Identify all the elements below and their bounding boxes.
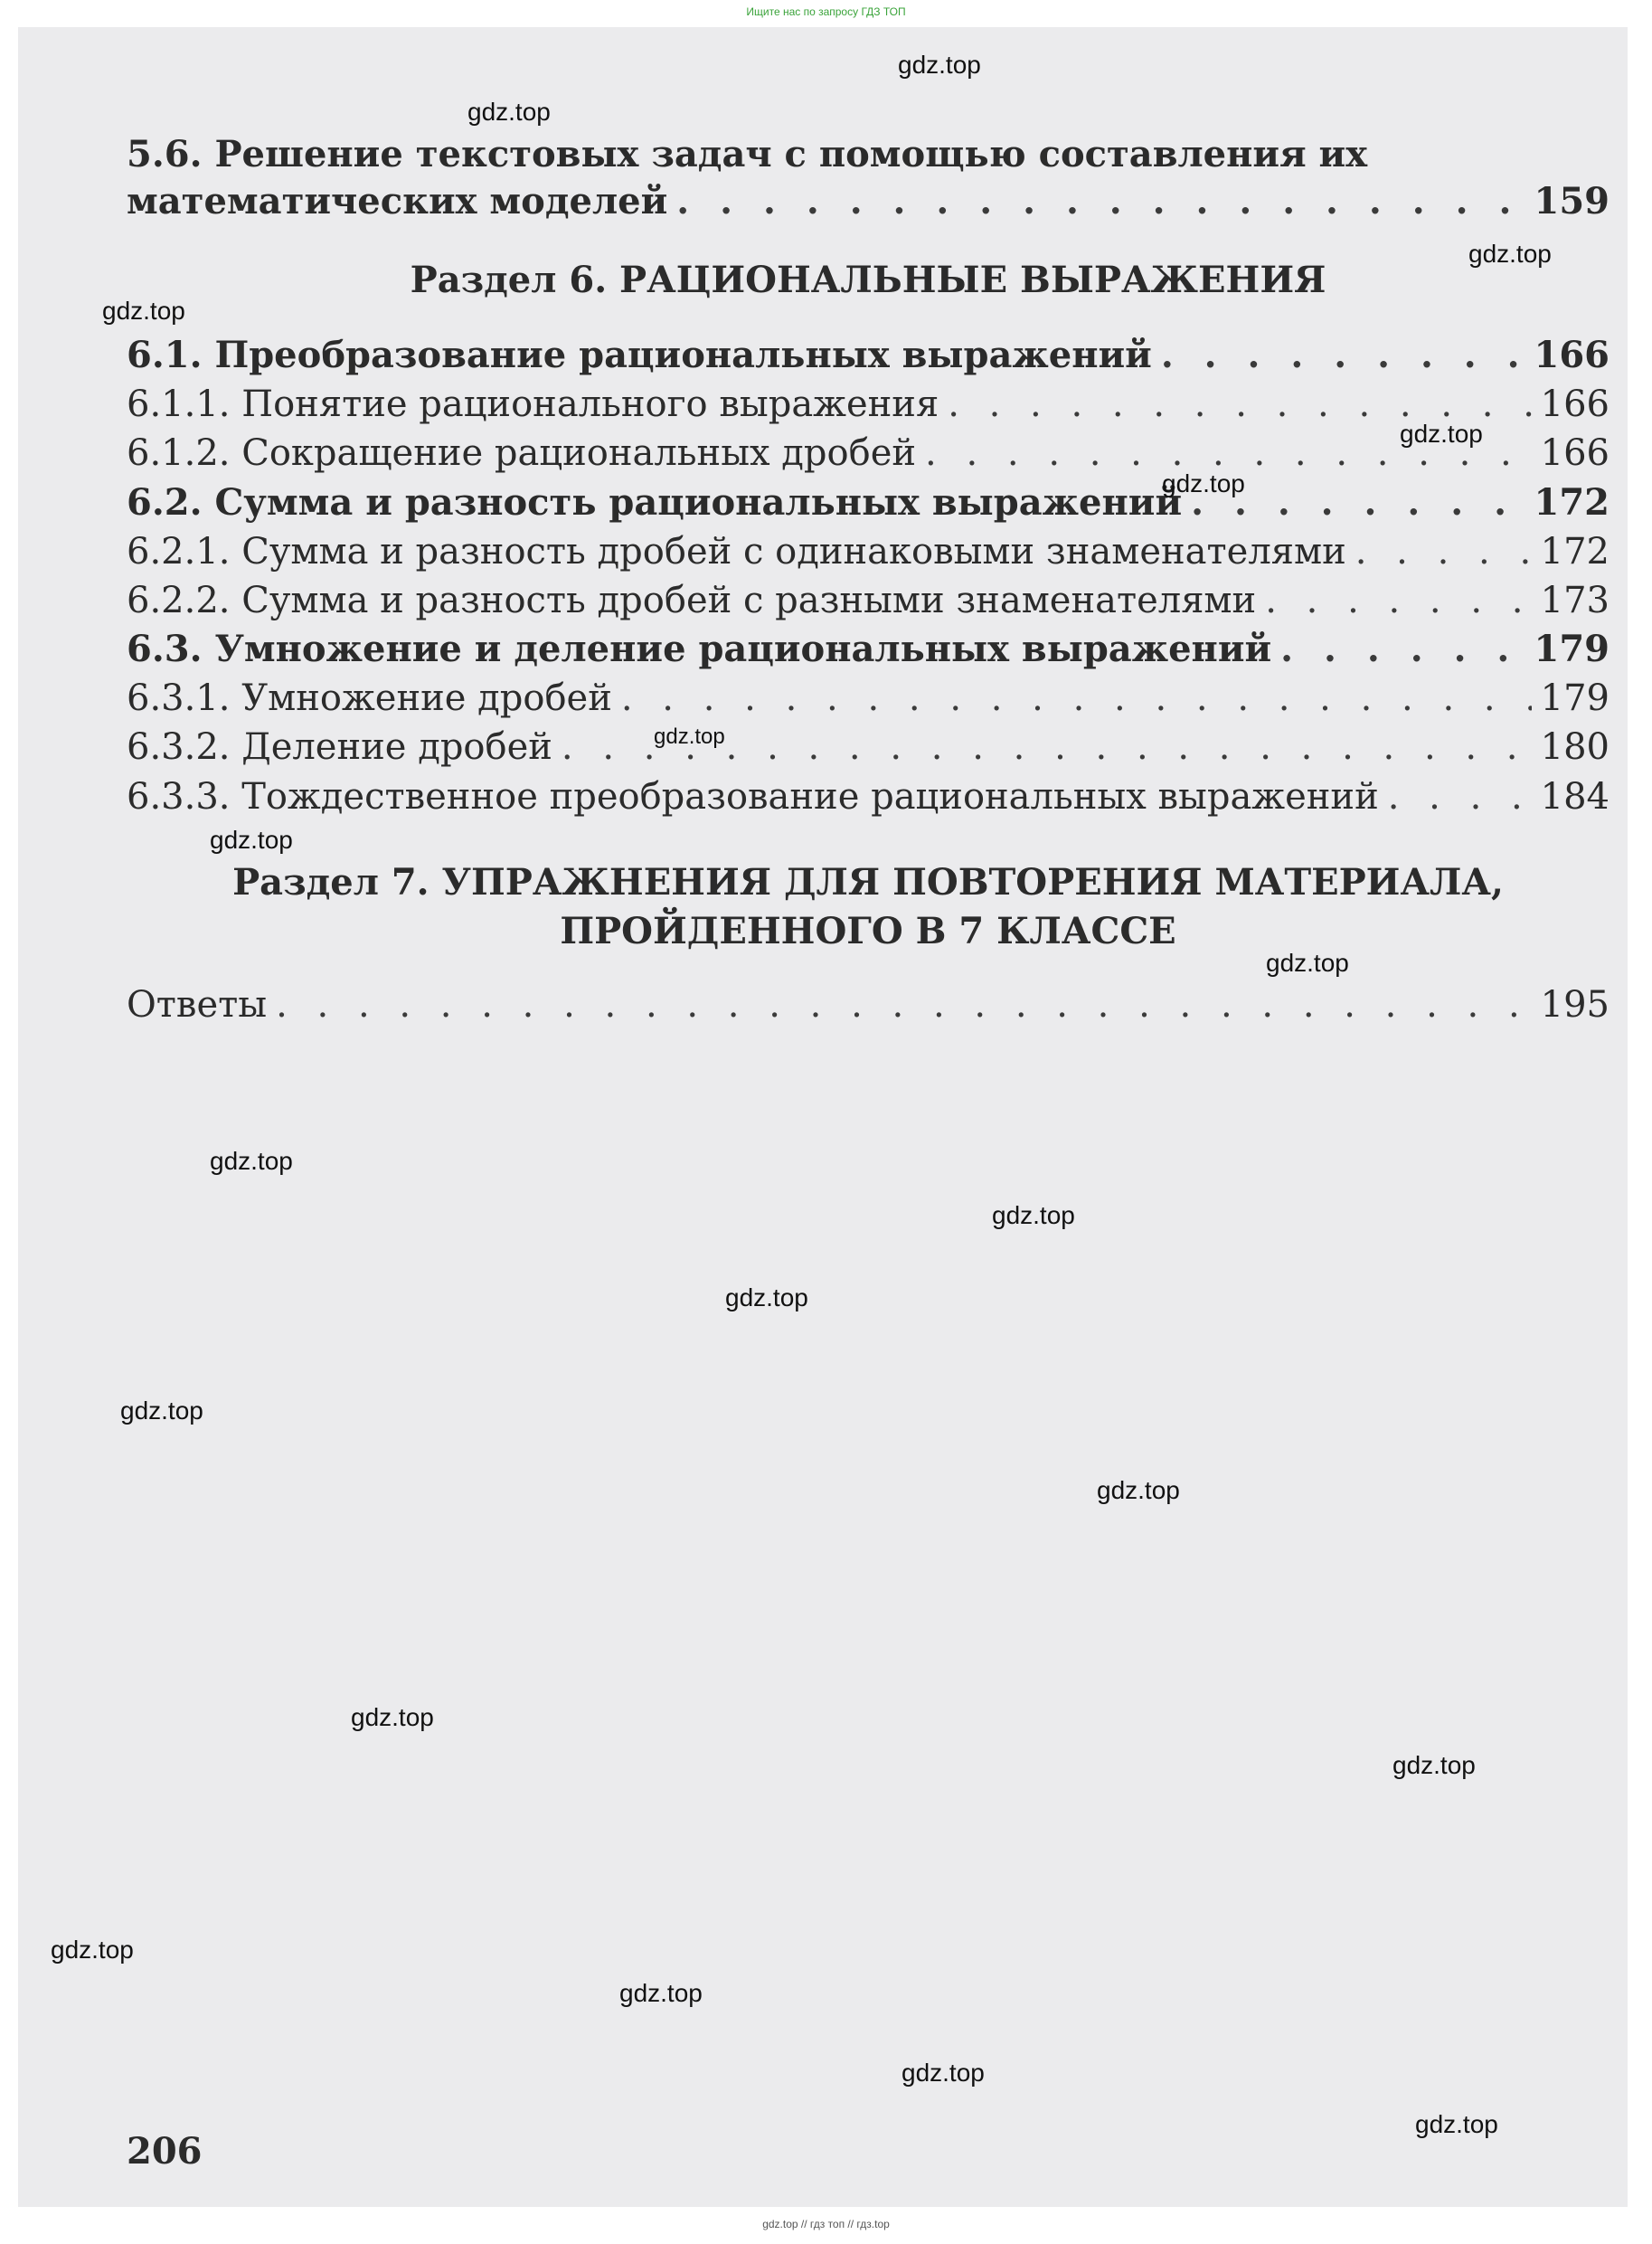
watermark: gdz.top — [654, 724, 725, 749]
top-banner[interactable]: Ищите нас по запросу ГДЗ ТОП — [746, 5, 906, 18]
toc-title: 6.3. Умножение и деление рациональных выражений — [127, 628, 1272, 670]
toc-entry-6-2-1 — [127, 528, 1610, 575]
watermark: gdz.top — [619, 1979, 703, 2007]
toc-title: 6.2. Сумма и разность рациональных выражений — [127, 481, 1183, 524]
watermark: gdz.top — [210, 1147, 293, 1175]
toc-title: 6.3.3. Тождественное преобразование рациональных выражений — [127, 776, 1379, 818]
watermark: gdz.top — [898, 51, 981, 79]
toc-page: 172 — [1534, 481, 1610, 524]
toc-title: Ответы — [127, 984, 268, 1026]
toc-title: 6.3.2. Деление дробей — [127, 726, 552, 768]
section-7-heading-line1: Раздел 7. УПРАЖНЕНИЯ ДЛЯ ПОВТОРЕНИЯ МАТЕРИАЛА, — [232, 861, 1504, 904]
watermark: gdz.top — [467, 98, 551, 126]
toc-page: 166 — [1540, 432, 1610, 474]
toc-title: 6.2.2. Сумма и разность дробей с разными знаменателями — [127, 580, 1257, 621]
toc-entry-5-6-line2 — [127, 178, 1610, 225]
toc-page: 172 — [1540, 531, 1610, 573]
toc-title: математических моделей — [127, 180, 668, 223]
watermark: gdz.top — [1468, 240, 1552, 268]
toc-title: 6.1.1. Понятие рационального выражения — [127, 383, 939, 425]
watermark: gdz.top — [902, 2059, 985, 2087]
watermark: gdz.top — [1392, 1751, 1476, 1779]
leader-dots — [676, 178, 1525, 225]
toc-entry-answers — [127, 981, 1610, 1028]
toc-page: 195 — [1540, 984, 1610, 1026]
leader-dots — [1388, 773, 1532, 820]
toc-entry-6-1-1 — [127, 381, 1610, 428]
toc-page: 159 — [1534, 180, 1610, 223]
toc-page: 166 — [1534, 334, 1610, 376]
toc-entry-6-2 — [127, 479, 1610, 526]
toc-title: 6.1.2. Сокращение рациональных дробей — [127, 432, 917, 474]
toc-entry-6-3-2 — [127, 724, 1610, 771]
leader-dots — [276, 981, 1532, 1028]
section-7-heading-line2: ПРОЙДЕННОГО В 7 КЛАССЕ — [560, 910, 1176, 952]
toc-page: 179 — [1540, 677, 1610, 719]
watermark: gdz.top — [351, 1703, 434, 1731]
toc-title: 6.3.1. Умножение дробей — [127, 677, 612, 719]
watermark: gdz.top — [1415, 2110, 1498, 2138]
watermark: gdz.top — [120, 1397, 203, 1425]
toc-entry-6-3 — [127, 626, 1610, 673]
toc-entry-6-2-2 — [127, 577, 1610, 624]
watermark: gdz.top — [1400, 420, 1483, 448]
bottom-banner[interactable]: gdz.top // гдз топ // гдз.top — [762, 2218, 890, 2230]
leader-dots — [1280, 626, 1525, 673]
toc-page: 179 — [1534, 628, 1610, 670]
leader-dots — [1265, 577, 1531, 624]
leader-dots — [1355, 528, 1532, 575]
toc-entry-6-3-1 — [127, 675, 1610, 722]
toc-page: 180 — [1540, 726, 1610, 768]
watermark: gdz.top — [210, 826, 293, 854]
leader-dots — [1161, 332, 1525, 379]
toc-entry-6-3-3 — [127, 773, 1610, 820]
watermark: gdz.top — [992, 1201, 1075, 1229]
toc-page: 166 — [1540, 383, 1610, 425]
toc-title: 6.1. Преобразование рациональных выражений — [127, 334, 1152, 376]
toc-entry-5-6-line1: 5.6. Решение текстовых задач с помощью составления их — [127, 133, 1368, 175]
watermark: gdz.top — [102, 297, 185, 325]
watermark: gdz.top — [725, 1283, 808, 1311]
leader-dots — [621, 675, 1532, 722]
watermark: gdz.top — [1097, 1476, 1180, 1504]
toc-title: 6.2.1. Сумма и разность дробей с одинаковыми знаменателями — [127, 531, 1346, 573]
toc-page: 173 — [1540, 580, 1610, 621]
watermark: gdz.top — [1162, 469, 1245, 497]
toc-entry-6-1-2 — [127, 430, 1610, 477]
toc-page: 184 — [1540, 776, 1610, 818]
watermark: gdz.top — [51, 1936, 134, 1964]
page-number: 206 — [127, 2130, 203, 2173]
watermark: gdz.top — [1266, 949, 1349, 977]
section-6-heading: Раздел 6. РАЦИОНАЛЬНЫЕ ВЫРАЖЕНИЯ — [410, 259, 1326, 301]
toc-entry-6-1 — [127, 332, 1610, 379]
